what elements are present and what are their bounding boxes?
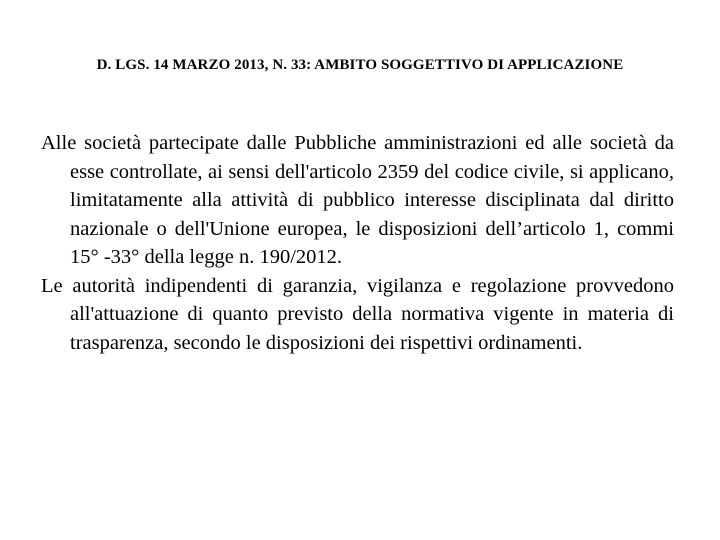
slide-title: D. LGS. 14 MARZO 2013, N. 33: AMBITO SOGGETTIVO DI APPLICAZIONE bbox=[96, 57, 624, 73]
paragraph-societa-partecipate: Alle società partecipate dalle Pubbliche amministrazioni ed alle società da esse controllate, ai sensi dell'articolo 2359 del codice civile, si applicano, limitatamente alla attività di pubblico interesse disciplinata dal diritto nazionale o dell'Unione europea, le disposizioni dell’articolo 1, commi 15° -33° della legge n. 190/2012. bbox=[41, 132, 674, 268]
paragraph-autorita-indipendenti: Le autorità indipendenti di garanzia, vigilanza e regolazione provvedono all'attuazione di quanto previsto della normativa vigente in materia di trasparenza, secondo le disposizioni dei rispettivi ordinamenti. bbox=[41, 274, 674, 354]
slide-body bbox=[41, 129, 674, 357]
